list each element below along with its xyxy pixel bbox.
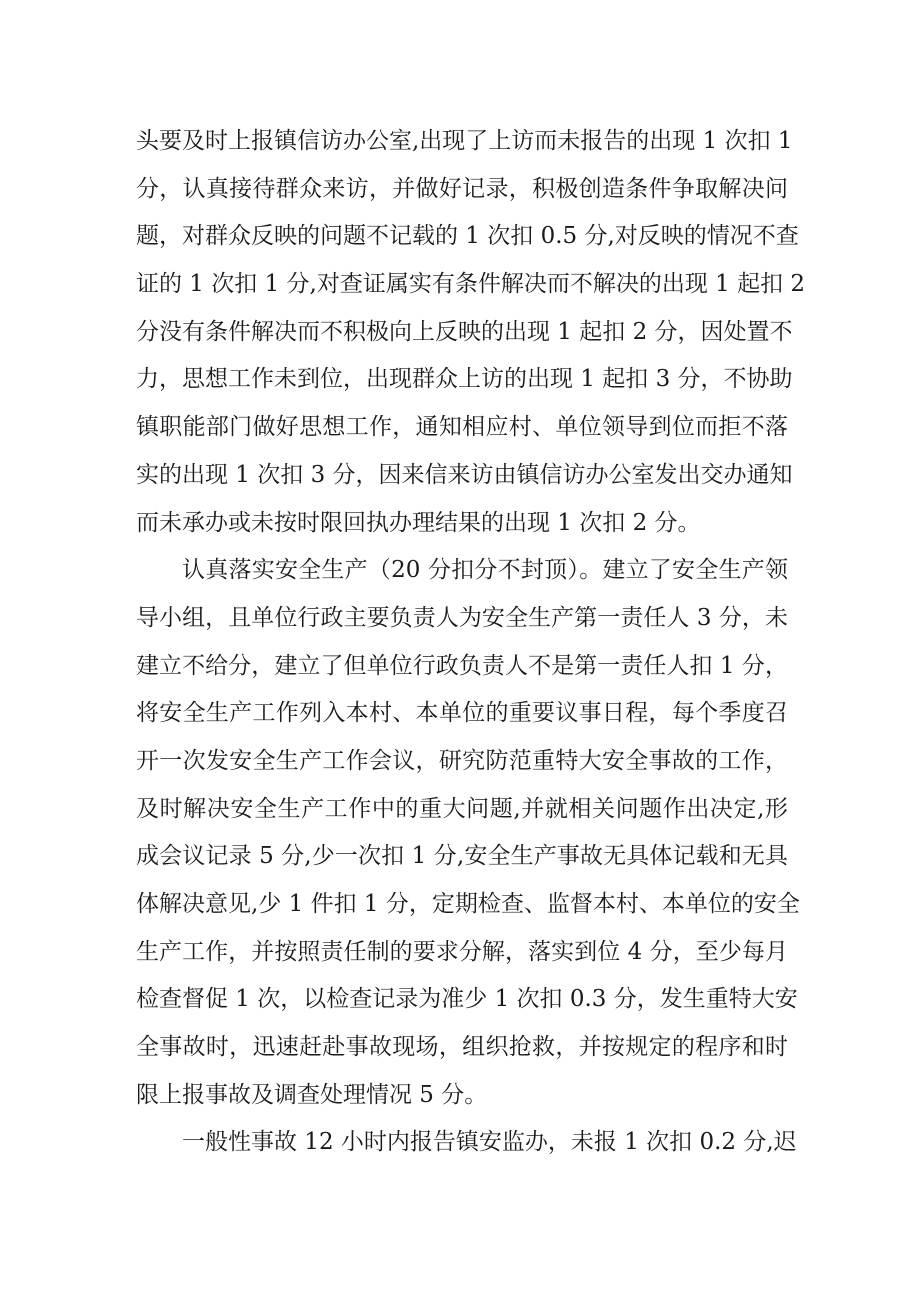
paragraph-start-line: 一般性事故 12 小时内报告镇安监办，未报 1 次扣 0.2 分,迟: [182, 1129, 797, 1156]
text-line: 开一次发安全生产工作会议，研究防范重特大安全事故的工作，: [136, 747, 788, 774]
text-line: 头要及时上报镇信访办公室,出现了上访而未报告的出现 1 次扣 1: [136, 128, 793, 154]
text-line: 生产工作，并按照责任制的要求分解，落实到位 4 分，至少每月: [136, 938, 788, 965]
text-line: 检查督促 1 次，以检查记录为准少 1 次扣 0.3 分，发生重特大安: [136, 986, 798, 1013]
text-line: 成会议记录 5 分,少一次扣 1 分,安全生产事故无具体记载和无具: [136, 843, 788, 870]
text-line: 导小组，且单位行政主要负责人为安全生产第一责任人 3 分，未: [136, 604, 788, 631]
text-line: 力，思想工作未到位，出现群众上访的出现 1 起扣 3 分，不协助: [136, 366, 793, 393]
text-line: 建立不给分，建立了但单位行政负责人不是第一责任人扣 1 分，: [136, 652, 788, 679]
body-text: [136, 118, 806, 1167]
text-line: 将安全生产工作列入本村、本单位的重要议事日程，每个季度召: [136, 700, 788, 727]
text-line: 证的 1 次扣 1 分,对查证属实有条件解决而不解决的出现 1 起扣 2: [136, 271, 806, 298]
text-line: 分没有条件解决而不积极向上反映的出现 1 起扣 2 分，因处置不: [136, 318, 793, 345]
text-line: 及时解决安全生产工作中的重大问题,并就相关问题作出决定,形: [136, 795, 788, 822]
text-line: 分，认真接待群众来访，并做好记录，积极创造条件争取解决问: [136, 175, 788, 202]
paragraph-end-line: 限上报事故及调查处理情况 5 分。: [136, 1081, 488, 1108]
text-line: 镇职能部门做好思想工作，通知相应村、单位领导到位而拒不落: [136, 414, 788, 441]
text-line: 题，对群众反映的问题不记载的 1 次扣 0.5 分,对反映的情况不查: [136, 223, 799, 250]
paragraph-end-line: 而未承办或未按时限回执办理结果的出现 1 次扣 2 分。: [136, 509, 701, 536]
paragraph-start-line: 认真落实安全生产（20 分扣分不封顶）。建立了安全生产领: [182, 557, 788, 584]
text-line: 全事故时，迅速赶赴事故现场，组织抢救，并按规定的程序和时: [136, 1034, 788, 1061]
text-line: 体解决意见,少 1 件扣 1 分，定期检查、监督本村、本单位的安全: [136, 891, 800, 917]
text-line: 实的出现 1 次扣 3 分，因来信来访由镇信访办公室发出交办通知: [136, 461, 793, 488]
